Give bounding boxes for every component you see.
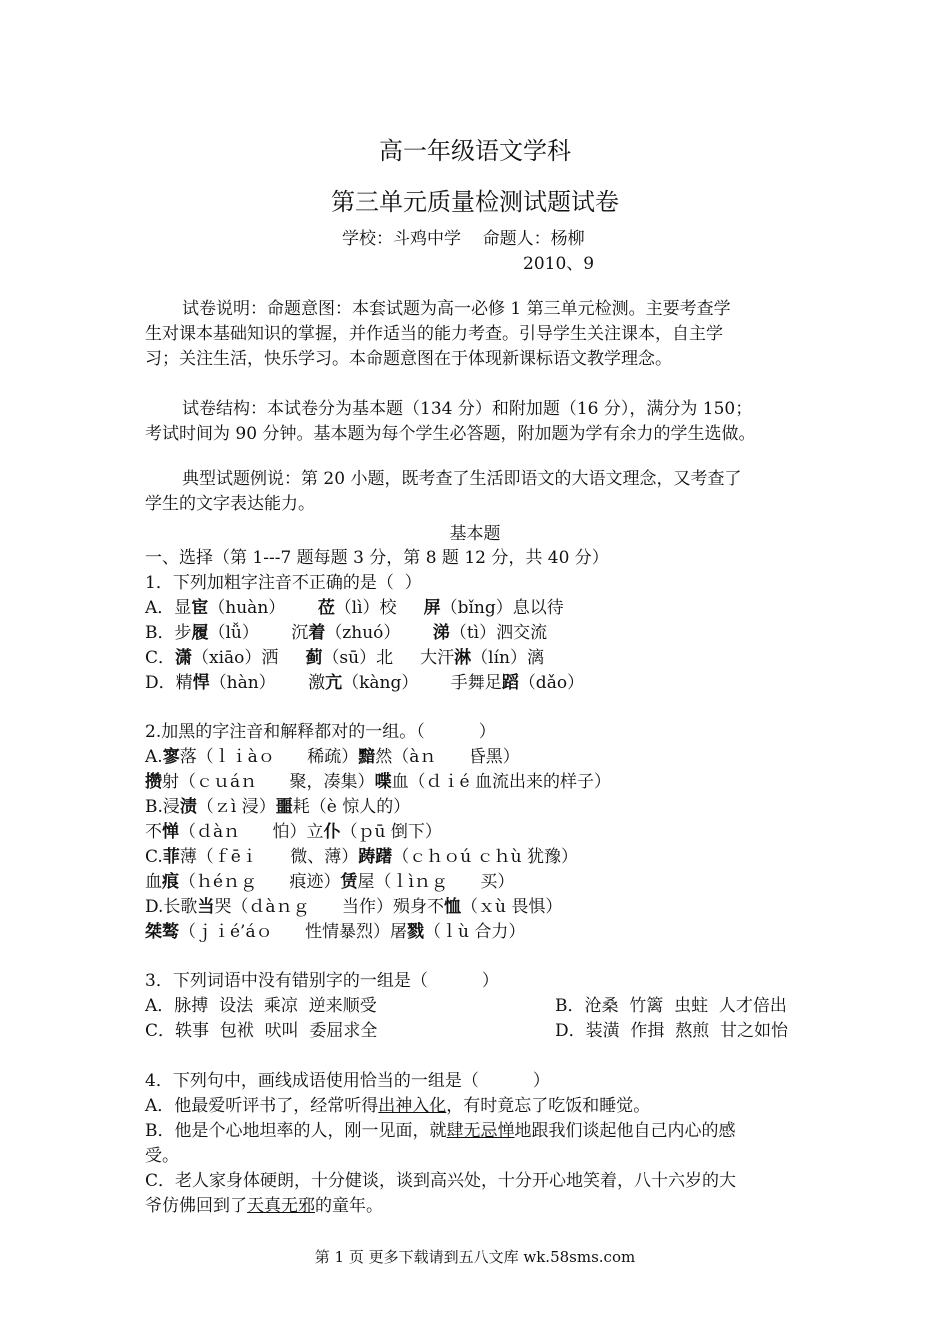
- q3-stem: 3．下列词语中没有错别字的一组是（ ）: [145, 971, 499, 991]
- intro-p3-line1: 典型试题例说：第 20 小题，既考查了生活即语文的大语文理念，又考查了: [182, 469, 742, 489]
- page-title: 高一年级语文学科: [379, 137, 571, 165]
- page-footer: 第 1 页 更多下载请到五八文库 wk.58sms.com: [314, 1248, 636, 1266]
- intro-p1-line1: 试卷说明：命题意图：本套试题为高一必修 1 第三单元检测。主要考查学: [182, 299, 731, 319]
- part1-heading: 一、选择（第 1---7 题每题 3 分，第 8 题 12 分，共 40 分）: [145, 548, 609, 568]
- q4-option-b-line2: 受。: [145, 1146, 179, 1166]
- q2-option-c-line1: C.菲薄（ｆēｉ 微、薄）踌躇（ｃｈｏú ｃｈù 犹豫）: [145, 847, 579, 867]
- q2-option-c-line2: 血痕（ｈéｎｇ 痕迹）赁屋（ｌìｎｇ 买）: [145, 872, 515, 892]
- q1-stem: 1．下列加粗字注音不正确的是（ ）: [145, 573, 422, 593]
- author-line: 学校：斗鸡中学 命题人：杨柳: [342, 229, 585, 249]
- q2-stem: 2.加黑的字注音和解释都对的一组。（ ）: [145, 722, 496, 742]
- q2-option-d-line2: 桀骜（ｊｉé’áｏ 性情暴烈）屠戮（ｌù 合力）: [145, 922, 526, 942]
- q2-option-a-line2: 攒射（ｃｕáｎ 聚，凑集）喋血（ｄｉé 血流出来的样子）: [145, 772, 612, 792]
- q1-option-c: C．潇（xiāo）洒 蓟（sū）北 大汗淋（lín）漓: [145, 648, 544, 668]
- q4-stem: 4．下列句中，画线成语使用恰当的一组是（ ）: [145, 1071, 550, 1091]
- q2-option-b-line2: 不惮（ｄàｎ 怕）立仆（ｐū 倒下）: [145, 822, 442, 842]
- q4-option-b-line1: B．他是个心地坦率的人，刚一见面，就肆无忌惮地跟我们谈起他自己内心的感: [145, 1121, 736, 1141]
- q1-option-d: D．精悍（hàn） 激亢（kàng） 手舞足蹈（dǎo）: [145, 673, 585, 693]
- date-line: 2010、9: [523, 254, 595, 274]
- q4-option-c-line2: 爷仿佛回到了天真无邪的童年。: [145, 1196, 383, 1216]
- intro-p3-line2: 学生的文字表达能力。: [145, 494, 315, 514]
- q2-option-a-line1: A.寥落（ｌｉàｏ 稀疏）黯然（àｎ 昏黑）: [145, 747, 520, 767]
- intro-p1-line2: 生对课本基础知识的掌握，并作适当的能力考查。引导学生关注课本，自主学: [145, 324, 723, 344]
- q2-option-b-line1: B.浸渍（ｚì 浸）噩耗（è 惊人的）: [145, 797, 411, 817]
- intro-p2-line1: 试卷结构：本试卷分为基本题（134 分）和附加题（16 分），满分为 150；: [182, 399, 753, 419]
- q3-option-b: B．沧桑 竹篱 虫蛀 人才倍出: [555, 996, 787, 1016]
- q3-option-c: C．轶事 包袱 吠叫 委屈求全: [145, 1021, 378, 1041]
- page-subtitle: 第三单元质量检测试题试卷: [331, 188, 619, 216]
- q3-option-d: D．装潢 作揖 熬煎 甘之如怡: [555, 1021, 789, 1041]
- q4-option-a: A．他最爱听评书了，经常听得出神入化，有时竟忘了吃饭和睡觉。: [145, 1096, 651, 1116]
- q1-option-b: B．步履（lǚ） 沉着（zhuó） 涕（tì）泗交流: [145, 623, 548, 643]
- q4-option-c-line1: C．老人家身体硬朗，十分健谈，谈到高兴处，十分开心地笑着，八十六岁的大: [145, 1171, 737, 1191]
- intro-p2-line2: 考试时间为 90 分钟。基本题为每个学生必答题，附加题为学有余力的学生选做。: [145, 424, 756, 444]
- section-heading: 基本题: [449, 524, 501, 544]
- q2-option-d-line1: D.长歌当哭（ｄàｎｇ 当作）殒身不恤（ｘù 畏惧）: [145, 897, 563, 917]
- intro-p1-line3: 习；关注生活，快乐学习。本命题意图在于体现新课标语文教学理念。: [145, 349, 672, 369]
- q3-option-a: A．脉搏 设法 乘凉 逆来顺受: [145, 996, 377, 1016]
- q1-option-a: A．显宦（huàn） 莅（lì）校 屏（bǐng）息以待: [145, 598, 564, 618]
